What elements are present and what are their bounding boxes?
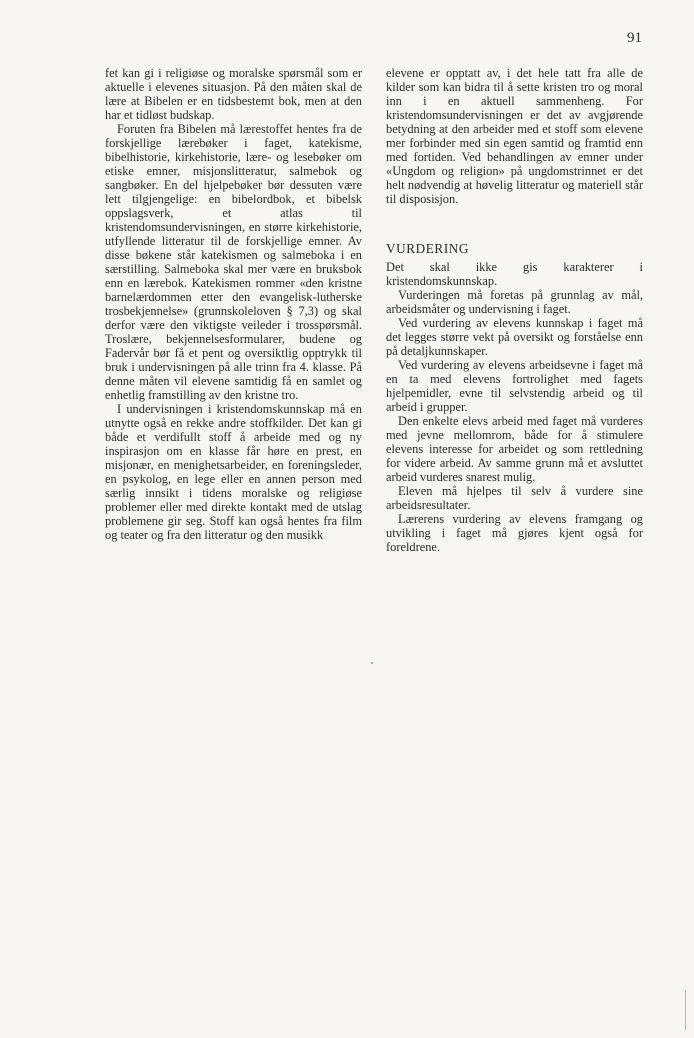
page-edge-mark	[685, 990, 691, 1030]
body-paragraph: Eleven må hjelpes til selv å vurdere sine arbeidsresultater.	[386, 484, 643, 512]
body-paragraph: Den enkelte elevs arbeid med faget må vurderes med jevne mellomrom, både for å stimulere elevens interesse for arbeidet og som rettledning for videre arbeid. Av samme grunn må et avsluttet arbeid vurderes snarest mulig.	[386, 414, 643, 484]
scan-speck	[371, 662, 373, 664]
body-paragraph: Det skal ikke gis karakterer i kristendomskunnskap.	[386, 260, 643, 288]
body-paragraph: Lærerens vurdering av elevens framgang og utvikling i faget må gjøres kjent også for foreldrene.	[386, 512, 643, 554]
left-text-column	[105, 66, 362, 542]
page-number: 91	[627, 30, 642, 46]
right-text-column	[386, 66, 643, 554]
body-paragraph: elevene er opptatt av, i det hele tatt fra alle de kilder som kan bidra til å sette kristen tro og moral inn i en aktuell sammenheng. For kristendomsundervisningen er det av avgjørende betydning at den arbeider med et stoff som elevene mer forbinder med sin egen samtid og framtid enn med fortiden. Ved behandlingen av emner under «Ungdom og religion» på ungdomstrinnet er det helt nødvendig at høvelig litteratur og materiell står til disposisjon.	[386, 66, 643, 206]
section-heading: VURDERING	[386, 241, 470, 256]
body-paragraph: I undervisningen i kristendomskunnskap må en utnytte også en rekke andre stoffkilder. Det kan gi både et verdifullt stoff å arbeide med og ny inspirasjon om en klasse får høre en prest, en misjonær, en menighetsarbeider, en foreningsleder, en psykolog, en lege eller en annen person med særlig innsikt i tidens moralske og religiøse problemer eller med direkte kontakt med de utslag problemene gir seg. Stoff kan også hentes fra film og teater og fra den litteratur og den musikk	[105, 402, 362, 542]
body-paragraph: Ved vurdering av elevens kunnskap i faget må det legges større vekt på oversikt og forståelse enn på detaljkunnskaper.	[386, 316, 643, 358]
body-paragraph: Foruten fra Bibelen må lærestoffet hentes fra de forskjellige lærebøker i faget, katekisme, bibelhistorie, kirkehistorie, lære- og lesebøker om etiske emner, misjonslitteratur, salmebok og sangbøker. En del hjelpebøker bør dessuten være lett tilgjengelige: en bibelordbok, et bibelsk oppslagsverk, et atlas til kristendomsundervisningen, en større kirkehistorie, utfyllende litteratur til de forskjellige emner. Av disse bøkene står katekismen og salmeboka i en særstilling. Salmeboka skal mer være en bruksbok enn en lærebok. Katekismen rommer «den kristne barnelærdommen etter den evangelisk-lutherske trosbekjennelse» (grunnskoleloven § 7,3) og skal derfor være den viktigste veileder i trosspørsmål. Troslære, bekjennelsesformularer, budene og Fadervår bør få et pent og oversiktlig opptrykk til bruk i undervisningen på alle trinn fra 4. klasse. På denne måten vil elevene samtidig få en samlet og enhetlig framstilling av den kristne tro.	[105, 122, 362, 402]
body-paragraph: Vurderingen må foretas på grunnlag av mål, arbeidsmåter og undervisning i faget.	[386, 288, 643, 316]
body-paragraph: fet kan gi i religiøse og moralske spørsmål som er aktuelle i elevenes situasjon. På den måten skal de lære at Bibelen er en tidsbestemt bok, men at den har et tidløst budskap.	[105, 66, 362, 122]
body-paragraph: Ved vurdering av elevens arbeidsevne i faget må en ta med elevens fortrolighet med fagets hjelpemidler, evne til selvstendig arbeid og til arbeid i grupper.	[386, 358, 643, 414]
